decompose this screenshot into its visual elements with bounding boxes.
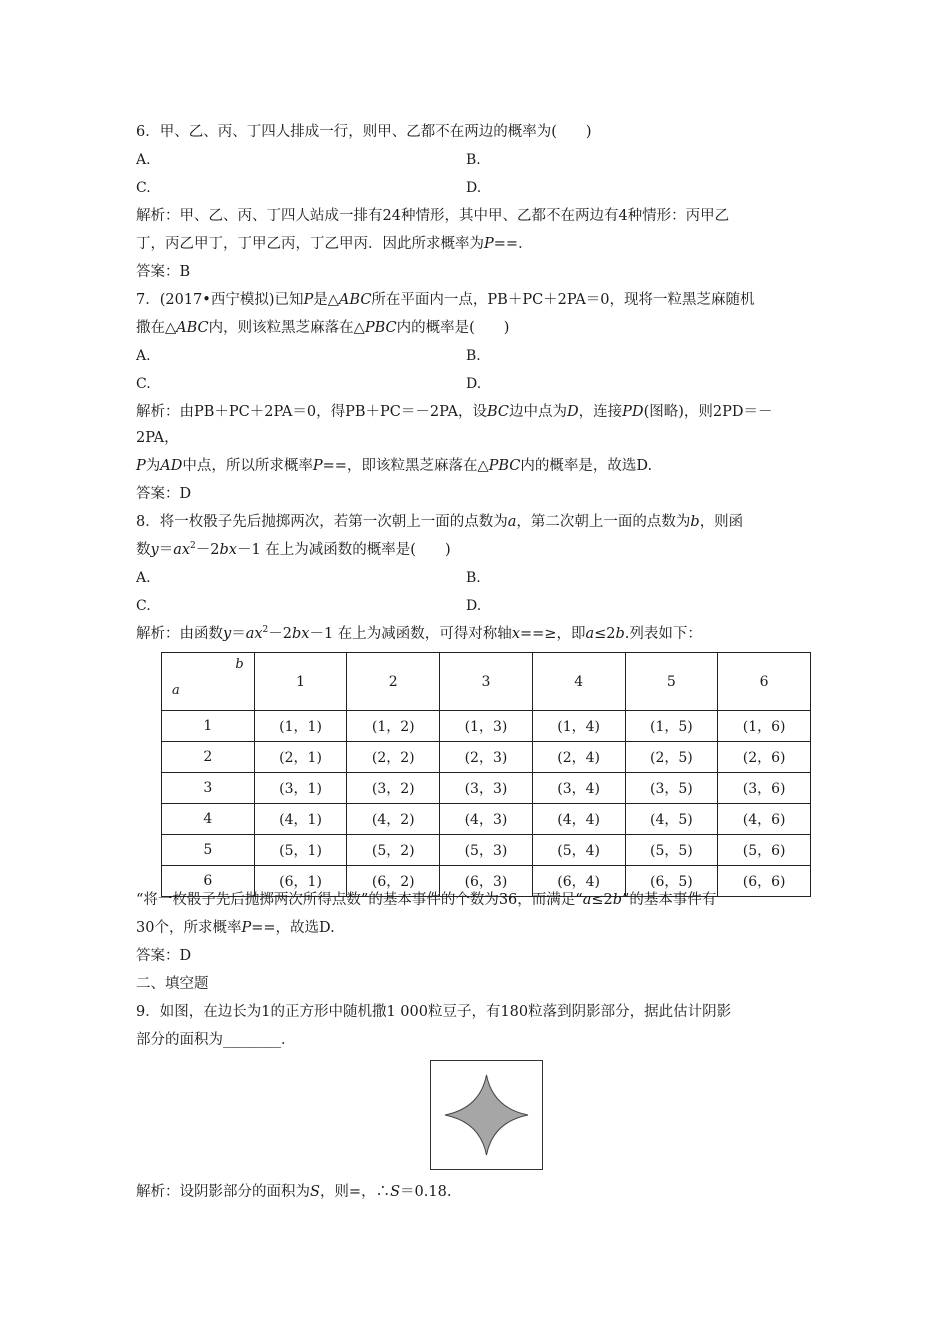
row-header: 6 xyxy=(162,866,255,897)
q7-option-b: B. xyxy=(466,348,481,364)
table-cell: (6，2) xyxy=(347,866,440,897)
q8-option-c: C. xyxy=(136,598,151,614)
table-cell: (4，5) xyxy=(625,804,718,835)
table-cell: (1，1) xyxy=(254,711,347,742)
q8-option-b: B. xyxy=(466,570,481,586)
q8-option-d: D. xyxy=(466,598,482,614)
column-header: 1 xyxy=(254,653,347,711)
q6-solution-line-2: 丁，丙乙甲丁，丁甲乙丙，丁乙甲丙．因此所求概率为P==． xyxy=(136,236,533,252)
q7-stem-line-2: 撒在△ABC内，则该粒黑芝麻落在△PBC内的概率是( ) xyxy=(136,320,510,336)
q7-option-d: D. xyxy=(466,376,482,392)
q8-stem-line-2: 数$y=ax^2-2bx-1$ 在上为减函数的概率是( ) xyxy=(136,541,451,558)
table-cell: (4，3) xyxy=(440,804,533,835)
table-cell: (2，6) xyxy=(718,742,811,773)
table-cell: (3，2) xyxy=(347,773,440,804)
table-header-row xyxy=(162,653,811,711)
table-cell: (3，1) xyxy=(254,773,347,804)
q6-solution-line-1: 解析：甲、乙、丙、丁四人站成一排有24种情形，其中甲、乙都不在两边有4种情形：丙甲乙 xyxy=(136,208,730,224)
table-cell: (1，2) xyxy=(347,711,440,742)
q6-stem: 6．甲、乙、丙、丁四人排成一行，则甲、乙都不在两边的概率为( ) xyxy=(136,124,592,140)
table-cell: (4，1) xyxy=(254,804,347,835)
table-cell: (6，6) xyxy=(718,866,811,897)
table-cell: (5，2) xyxy=(347,835,440,866)
table-cell: (6，5) xyxy=(625,866,718,897)
q7-option-c: C. xyxy=(136,376,151,392)
q9-stem-line-1: 9．如图，在边长为1的正方形中随机撒1 000粒豆子，有180粒落到阴影部分，据此估计阴影 xyxy=(136,1004,732,1020)
q6-option-b: B. xyxy=(466,152,481,168)
q8-after-table-line-2: 30个，所求概率P==，故选D. xyxy=(136,920,335,936)
table-row xyxy=(162,742,811,773)
table-cell: (5，4) xyxy=(532,835,625,866)
table-cell: (4，2) xyxy=(347,804,440,835)
table-cell: (6，1) xyxy=(254,866,347,897)
table-row xyxy=(162,835,811,866)
table-cell: (5，3) xyxy=(440,835,533,866)
table-corner-cell xyxy=(162,653,255,711)
q7-option-a: A. xyxy=(136,348,151,364)
table-row xyxy=(162,711,811,742)
q6-option-d: D. xyxy=(466,180,482,196)
table-cell: (2，1) xyxy=(254,742,347,773)
table-cell: (2，5) xyxy=(625,742,718,773)
table-cell: (1，4) xyxy=(532,711,625,742)
q8-after-table-line-1: “将一枚骰子先后抛掷两次所得点数”的基本事件的个数为36，而满足“a≤2b”的基本事件有 xyxy=(136,892,717,908)
table-cell: (4，4) xyxy=(532,804,625,835)
q7-solution-line-3: P为AD中点，所以所求概率P==，即该粒黑芝麻落在△PBC内的概率是，故选D. xyxy=(136,458,653,474)
q6-option-a: A. xyxy=(136,152,151,168)
row-header: 1 xyxy=(162,711,255,742)
table-cell: (3，6) xyxy=(718,773,811,804)
table-cell: (6，4) xyxy=(532,866,625,897)
q9-stem-line-2: 部分的面积为________． xyxy=(136,1032,296,1048)
table-cell: (1，3) xyxy=(440,711,533,742)
q7-stem-line-1: 7．(2017•西宁模拟)已知P是△ABC所在平面内一点，PB＋PC＋2PA＝0，现将一粒黑芝麻随机 xyxy=(136,292,755,308)
table-cell: (2，4) xyxy=(532,742,625,773)
column-header: 4 xyxy=(532,653,625,711)
table-cell: (1，5) xyxy=(625,711,718,742)
column-header: 3 xyxy=(440,653,533,711)
row-header: 4 xyxy=(162,804,255,835)
row-header: 3 xyxy=(162,773,255,804)
row-header: 5 xyxy=(162,835,255,866)
table-row xyxy=(162,773,811,804)
q6-option-c: C. xyxy=(136,180,151,196)
q6-answer: 答案：B xyxy=(136,264,191,280)
q8-answer: 答案：D xyxy=(136,948,192,964)
q7-answer: 答案：D xyxy=(136,486,192,502)
q8-solution-line-1: 解析：由函数$y=ax^2-2bx-1$ 在上为减函数，可得对称轴x==≥，即a≤2b.列表如下： xyxy=(136,625,702,642)
section-title: 二、填空题 xyxy=(136,976,209,992)
table-cell: (2，3) xyxy=(440,742,533,773)
shaded-region xyxy=(445,1075,528,1155)
square-figure xyxy=(430,1060,543,1170)
table-cell: (5，1) xyxy=(254,835,347,866)
dice-outcome-table xyxy=(161,652,811,897)
table-cell: (3，3) xyxy=(440,773,533,804)
table-cell: (6，3) xyxy=(440,866,533,897)
table-cell: (3，5) xyxy=(625,773,718,804)
q7-solution-line-2: 2PA， xyxy=(136,430,179,446)
corner-label-b: b xyxy=(235,657,244,672)
row-header: 2 xyxy=(162,742,255,773)
shaded-region-graphic xyxy=(431,1061,542,1169)
table-cell: (5，5) xyxy=(625,835,718,866)
table-row xyxy=(162,804,811,835)
q7-solution-line-1: 解析：由PB＋PC＋2PA＝0，得PB＋PC＝－2PA，设BC边中点为D，连接PD(图略)，则2PD＝－ xyxy=(136,404,773,420)
column-header: 5 xyxy=(625,653,718,711)
table-cell: (1，6) xyxy=(718,711,811,742)
table-cell: (3，4) xyxy=(532,773,625,804)
column-header: 6 xyxy=(718,653,811,711)
corner-label-a: a xyxy=(172,683,180,698)
q8-option-a: A. xyxy=(136,570,151,586)
table-cell: (2，2) xyxy=(347,742,440,773)
table-cell: (5，6) xyxy=(718,835,811,866)
column-header: 2 xyxy=(347,653,440,711)
q9-solution: 解析：设阴影部分的面积为S，则=，∴S＝0.18. xyxy=(136,1184,452,1200)
q8-stem-line-1: 8．将一枚骰子先后抛掷两次，若第一次朝上一面的点数为a，第二次朝上一面的点数为b，则函 xyxy=(136,514,744,530)
table-cell: (4，6) xyxy=(718,804,811,835)
